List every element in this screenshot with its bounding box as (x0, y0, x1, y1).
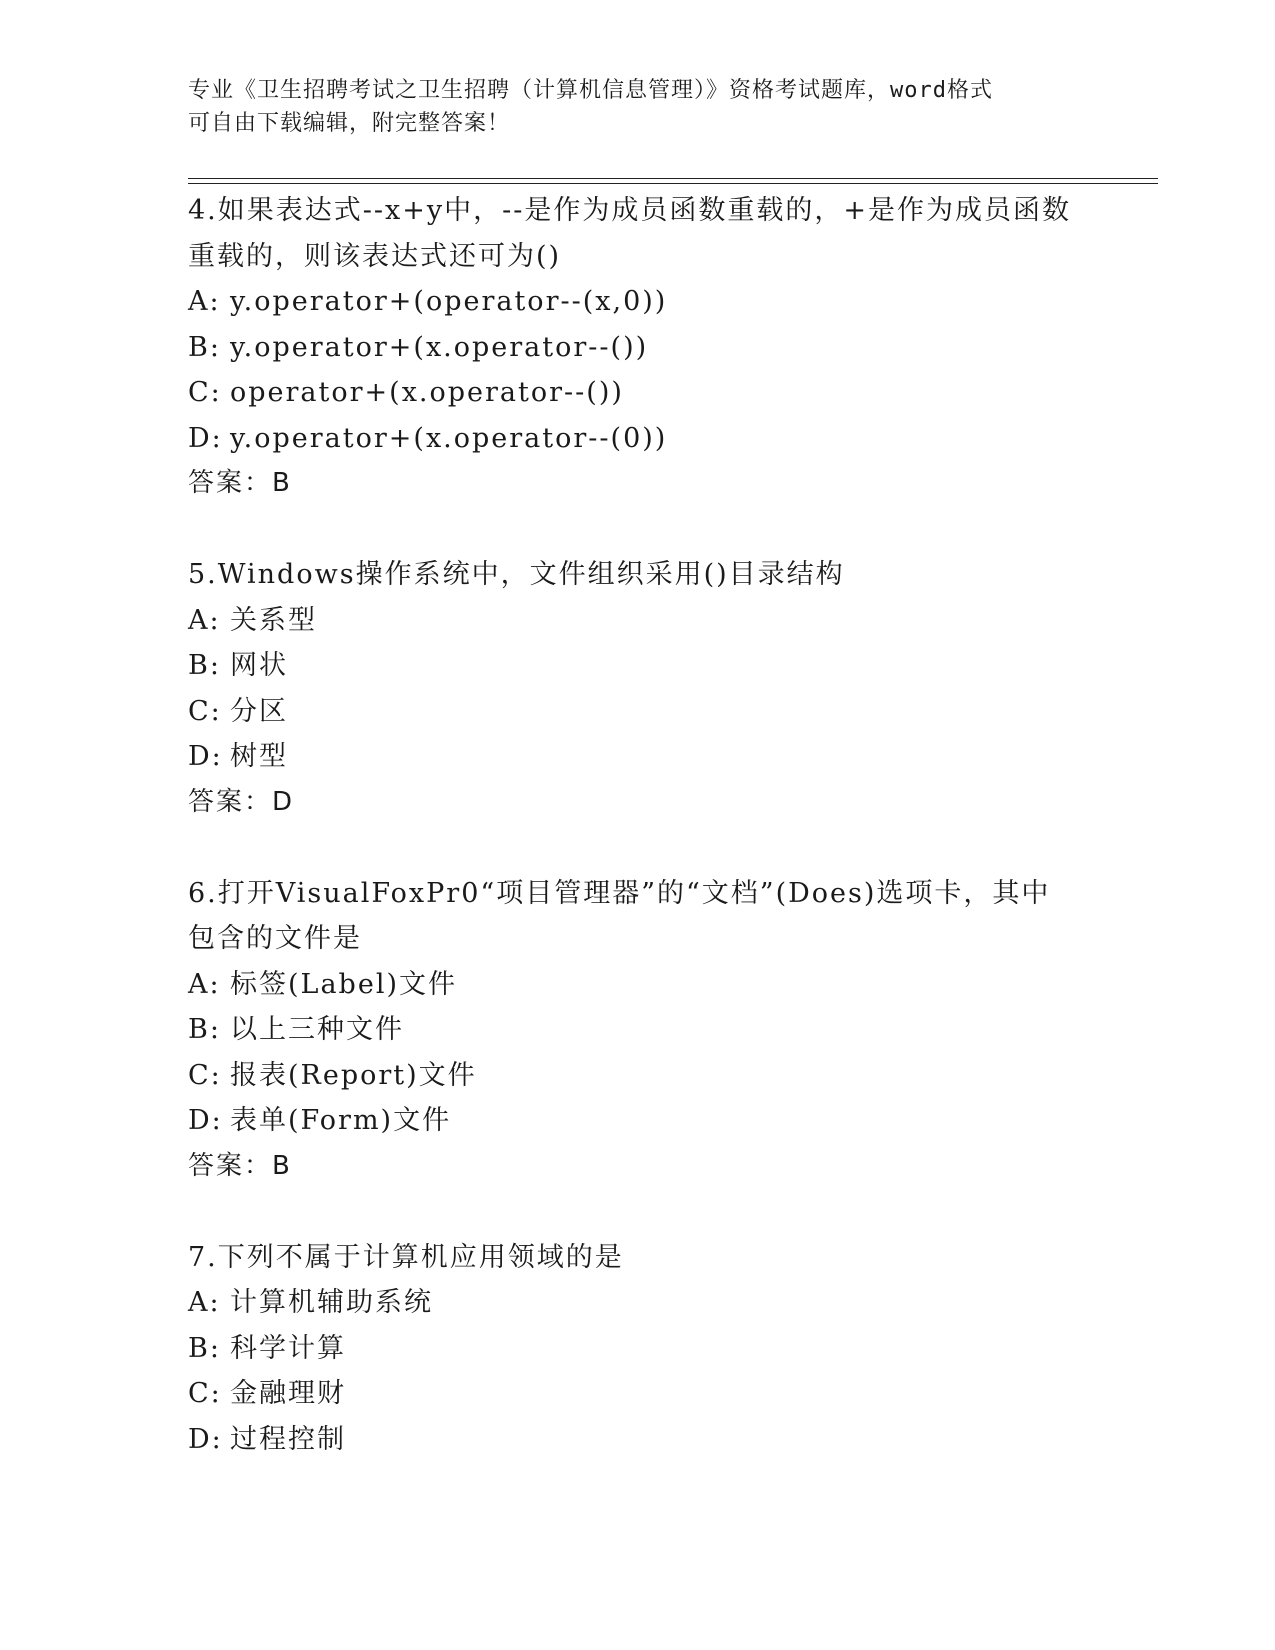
question-stem: 6.打开VisualFoxPr0“项目管理器”的“文档”(Does)选项卡，其中 (188, 877, 1051, 909)
option-text: 网状 (230, 650, 288, 681)
question-stem-continued: 包含的文件是 (188, 923, 362, 954)
option-letter: A: (188, 286, 221, 317)
option-letter: B: (188, 1332, 221, 1364)
option-text: 表单(Form)文件 (230, 1105, 452, 1136)
option-b (188, 1007, 1088, 1053)
option-letter: D: (188, 1105, 223, 1136)
option-text: 树型 (230, 741, 288, 772)
option-d (188, 734, 1088, 780)
question-stem: 5.Windows操作系统中，文件组织采用()目录结构 (188, 559, 845, 590)
answer-line: 答案：B (188, 1150, 292, 1181)
question-4 (188, 188, 1088, 507)
option-letter: C: (188, 1378, 222, 1409)
option-letter: A: (188, 604, 221, 636)
document-header (188, 74, 1068, 140)
answer-line: 答案：B (188, 468, 292, 498)
question-list (188, 188, 1088, 1462)
option-text: y.operator+(x.operator--(0)) (230, 422, 668, 454)
question-stem-continued: 重载的，则该表达式还可为() (188, 240, 562, 272)
option-d (188, 416, 1088, 462)
option-text: y.operator+(operator--(x,0)) (230, 286, 668, 317)
option-b (188, 1326, 1088, 1372)
option-a (188, 279, 1088, 325)
header-divider-bottom (188, 183, 1158, 184)
question-6 (188, 871, 1088, 1190)
option-letter: A: (188, 1287, 221, 1318)
question-5 (188, 552, 1088, 825)
option-c (188, 370, 1088, 416)
option-letter: D: (188, 741, 223, 772)
option-letter: D: (188, 1423, 223, 1455)
option-letter: C: (188, 1059, 222, 1091)
option-text: 过程控制 (230, 1423, 346, 1455)
option-letter: C: (188, 695, 222, 727)
option-d (188, 1417, 1088, 1463)
option-c (188, 689, 1088, 735)
option-text: 报表(Report)文件 (230, 1059, 477, 1091)
option-text: 金融理财 (230, 1378, 346, 1409)
option-letter: C: (188, 377, 222, 408)
option-a (188, 1280, 1088, 1326)
option-text: 分区 (230, 695, 288, 727)
option-a (188, 962, 1088, 1008)
header-divider-top (188, 178, 1158, 179)
option-letter: B: (188, 650, 221, 681)
option-text: 以上三种文件 (230, 1014, 404, 1045)
option-b (188, 325, 1088, 371)
option-text: operator+(x.operator--()) (230, 377, 624, 408)
option-text: 计算机辅助系统 (230, 1287, 433, 1318)
option-letter: B: (188, 331, 221, 363)
header-line-1: 专业《卫生招聘考试之卫生招聘（计算机信息管理）》资格考试题库，word格式 (188, 78, 993, 103)
option-text: 关系型 (230, 604, 317, 636)
question-stem: 7.下列不属于计算机应用领域的是 (188, 1241, 624, 1273)
option-text: 标签(Label)文件 (230, 968, 457, 1000)
option-c (188, 1371, 1088, 1417)
option-c (188, 1053, 1088, 1099)
option-letter: A: (188, 968, 221, 1000)
option-a (188, 598, 1088, 644)
option-letter: D: (188, 422, 223, 454)
option-d (188, 1098, 1088, 1144)
question-stem: 4.如果表达式--x+y中，--是作为成员函数重载的，+是作为成员函数 (188, 195, 1071, 226)
option-text: y.operator+(x.operator--()) (230, 331, 649, 363)
header-line-2: 可自由下载编辑，附完整答案！ (188, 111, 511, 136)
option-b (188, 643, 1088, 689)
question-7 (188, 1235, 1088, 1463)
option-letter: B: (188, 1014, 221, 1045)
answer-line: 答案：D (188, 786, 295, 817)
option-text: 科学计算 (230, 1332, 346, 1364)
